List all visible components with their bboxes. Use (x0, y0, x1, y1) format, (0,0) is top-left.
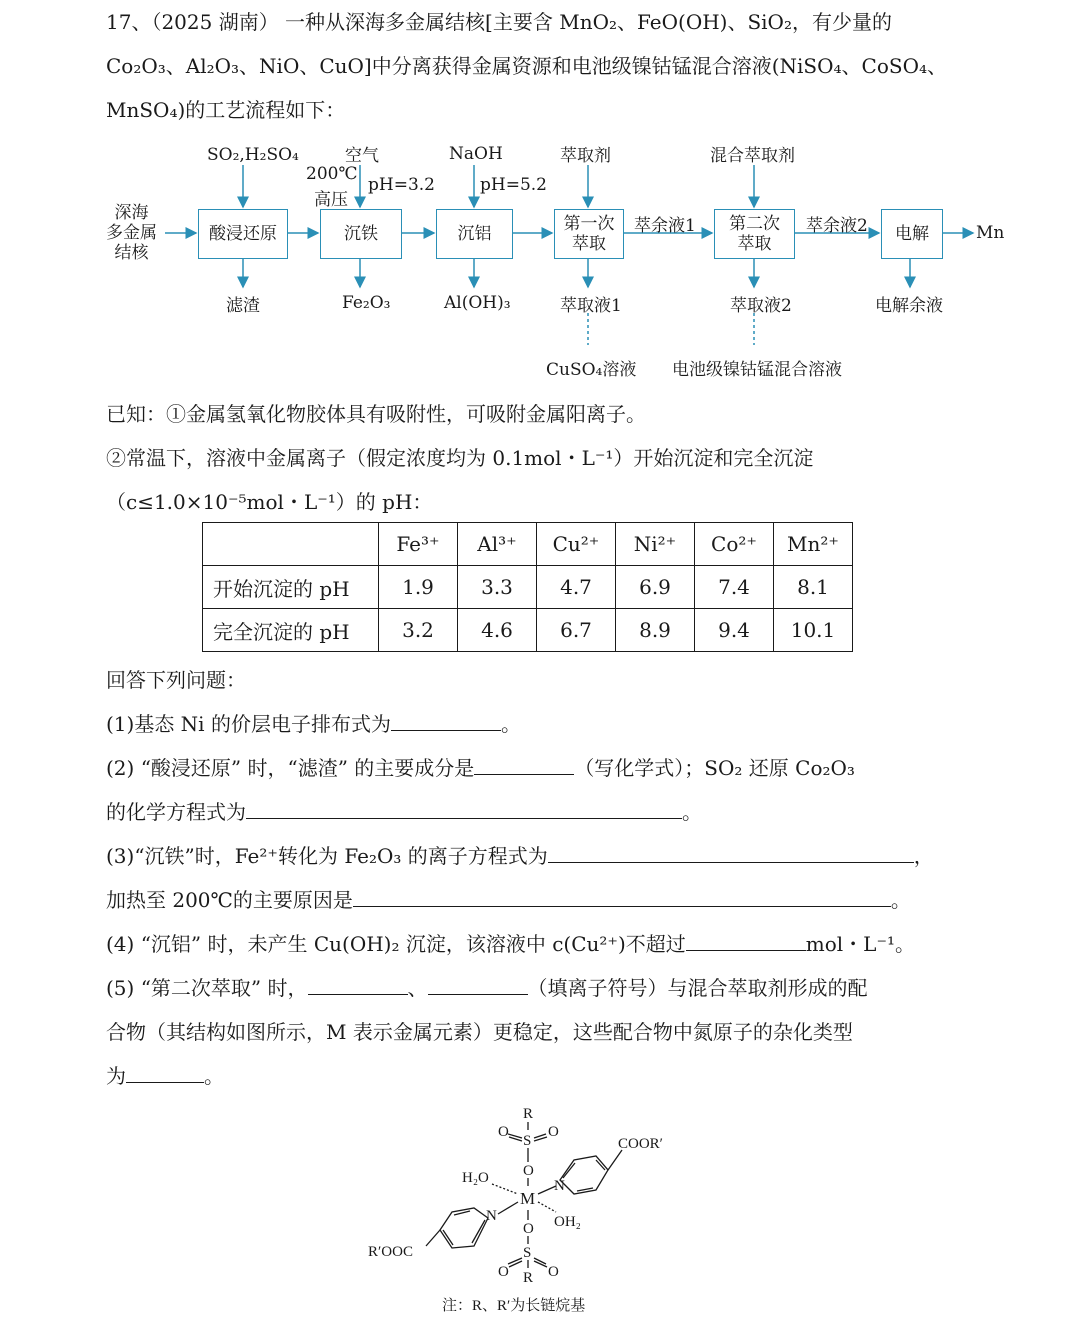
table-cell: 1.9 (379, 566, 458, 609)
table-cell: 6.9 (616, 566, 695, 609)
table-cell: 8.9 (616, 609, 695, 652)
condition-pressure: 高压 (314, 190, 348, 210)
answer-blank[interactable] (353, 886, 891, 907)
flowchart-arrows (0, 135, 1080, 385)
box-second-extraction: 第二次 萃取 (714, 209, 795, 259)
prompt: 回答下列问题： (106, 668, 246, 692)
table-cell: 8.1 (774, 566, 853, 609)
box-first-extraction: 第一次 萃取 (554, 209, 624, 259)
box-acid-leach: 酸浸还原 (198, 209, 288, 259)
subquestion-5-line-1: (5) “第二次萃取” 时， 、 （填离子符号）与混合萃取剂形成的配 (106, 976, 868, 1000)
output-aloh3: Al(OH)₃ (444, 293, 511, 313)
known-1: 已知：①金属氢氧化物胶体具有吸附性，可吸附金属阳离子。 (106, 402, 646, 426)
table-cell: 3.3 (458, 566, 537, 609)
table-ion: Co²⁺ (695, 523, 774, 566)
answer-blank[interactable] (686, 930, 806, 951)
table-cell: 6.7 (537, 609, 616, 652)
table-cell: 4.7 (537, 566, 616, 609)
complex-structure-diagram (360, 1100, 720, 1320)
output-battery-solution: 电池级镍钴锰混合溶液 (672, 360, 842, 380)
table-corner (203, 523, 379, 566)
known-3: （c≤1.0×10⁻⁵mol・L⁻¹）的 pH： (106, 490, 433, 514)
s-top: S (523, 1133, 532, 1149)
condition-ph-fe: pH=3.2 (368, 175, 435, 195)
table-ion: Al³⁺ (458, 523, 537, 566)
s-bottom: S (523, 1245, 532, 1261)
condition-temp: 200℃ (306, 164, 358, 184)
label-h2o: H₂O (462, 1170, 489, 1186)
n-left: N (486, 1208, 497, 1224)
row-label: 完全沉淀的 pH (203, 609, 379, 652)
answer-blank[interactable] (548, 842, 914, 863)
output-extract1: 萃取液1 (560, 296, 622, 316)
product-mn: Mn (976, 223, 1005, 243)
known-2: ②常温下，溶液中金属离子（假定浓度均为 0.1mol・L⁻¹）开始沉淀和完全沉淀 (106, 446, 814, 470)
label-coor: COOR′ (618, 1136, 663, 1152)
reagent-naoh: NaOH (449, 144, 503, 164)
subquestion-3-line-1: (3)“沉铁”时，Fe²⁺转化为 Fe₂O₃ 的离子方程式为 ， (106, 844, 934, 868)
box-fe-precipitation: 沉铁 (320, 209, 402, 259)
table-cell: 10.1 (774, 609, 853, 652)
stream-raffinate2: 萃余液2 (806, 216, 868, 236)
subquestion-1: (1)基态 Ni 的价层电子排布式为 。 (106, 712, 521, 736)
table-ion: Cu²⁺ (537, 523, 616, 566)
table-row (203, 566, 853, 609)
label-oh2: OH₂ (554, 1214, 581, 1230)
reagent-acid: SO₂,H₂SO₄ (207, 145, 299, 165)
table-header-row (203, 523, 853, 566)
subquestion-4: (4) “沉铝” 时，未产生 Cu(OH)₂ 沉淀，该溶液中 c(Cu²⁺)不超过 mol・L⁻¹。 (106, 932, 916, 956)
subquestion-5-line-2: 合物（其结构如图所示，M 表示金属元素）更稳定，这些配合物中氮原子的杂化类型 (106, 1020, 853, 1044)
table-ion: Ni²⁺ (616, 523, 695, 566)
label-rooc: R′OOC (368, 1244, 413, 1260)
answer-blank[interactable] (474, 754, 574, 775)
stream-raffinate1: 萃余液1 (634, 216, 696, 236)
table-ion: Mn²⁺ (774, 523, 853, 566)
question-line-2: Co₂O₃、Al₂O₃、NiO、CuO]中分离获得金属资源和电池级镍钴锰混合溶液(NiSO₄、CoSO₄、 (106, 54, 947, 78)
condition-ph-al: pH=5.2 (480, 175, 547, 195)
row-label: 开始沉淀的 pH (203, 566, 379, 609)
reagent-extractant: 萃取剂 (560, 146, 611, 166)
subquestion-2-line-2: 的化学方程式为 。 (106, 800, 702, 824)
reagent-mixed-extractant: 混合萃取剂 (710, 146, 795, 166)
o-top-bridge: O (523, 1163, 534, 1179)
output-residue: 滤渣 (226, 296, 260, 316)
answer-blank[interactable] (308, 974, 408, 995)
n-right: N (554, 1178, 565, 1194)
r-top: R (523, 1106, 534, 1122)
output-cuso4: CuSO₄溶液 (546, 360, 637, 380)
o-top-left: O (498, 1124, 509, 1140)
output-electrolyte-rest: 电解余液 (875, 296, 943, 316)
answer-blank[interactable] (428, 974, 528, 995)
question-line-3: MnSO₄)的工艺流程如下： (106, 98, 346, 122)
o-top-right: O (548, 1124, 559, 1140)
table-ion: Fe³⁺ (379, 523, 458, 566)
output-fe2o3: Fe₂O₃ (342, 293, 391, 313)
ph-table (202, 522, 853, 652)
output-extract2: 萃取液2 (730, 296, 792, 316)
table-cell: 3.2 (379, 609, 458, 652)
subquestion-2-line-1: (2) “酸浸还原” 时，“滤渣” 的主要成分是 （写化学式）；SO₂ 还原 Co₂O₃ (106, 756, 855, 780)
table-cell: 9.4 (695, 609, 774, 652)
answer-blank[interactable] (126, 1062, 204, 1083)
metal-m: M (520, 1189, 536, 1208)
o-bottom-left: O (498, 1264, 509, 1280)
o-bottom-bridge: O (523, 1221, 534, 1237)
o-bottom-right: O (548, 1264, 559, 1280)
box-electrolysis: 电解 (881, 209, 943, 259)
table-cell: 4.6 (458, 609, 537, 652)
r-bottom: R (523, 1270, 534, 1286)
reagent-air: 空气 (345, 146, 379, 166)
source-label: 深海 多金属 结核 (106, 203, 157, 263)
answer-blank[interactable] (391, 710, 501, 731)
table-row (203, 609, 853, 652)
answer-blank[interactable] (246, 798, 682, 819)
process-flowchart (0, 135, 1080, 385)
subquestion-3-line-2: 加热至 200℃的主要原因是 。 (106, 888, 911, 912)
subquestion-5-line-3: 为 。 (106, 1064, 224, 1088)
structure-note: 注：R、R′为长链烷基 (442, 1298, 586, 1314)
question-line-1: 17、（2025 湖南） 一种从深海多金属结核[主要含 MnO₂、FeO(OH)、SiO₂，有少量的 (106, 10, 892, 34)
table-cell: 7.4 (695, 566, 774, 609)
box-al-precipitation: 沉铝 (436, 209, 513, 259)
